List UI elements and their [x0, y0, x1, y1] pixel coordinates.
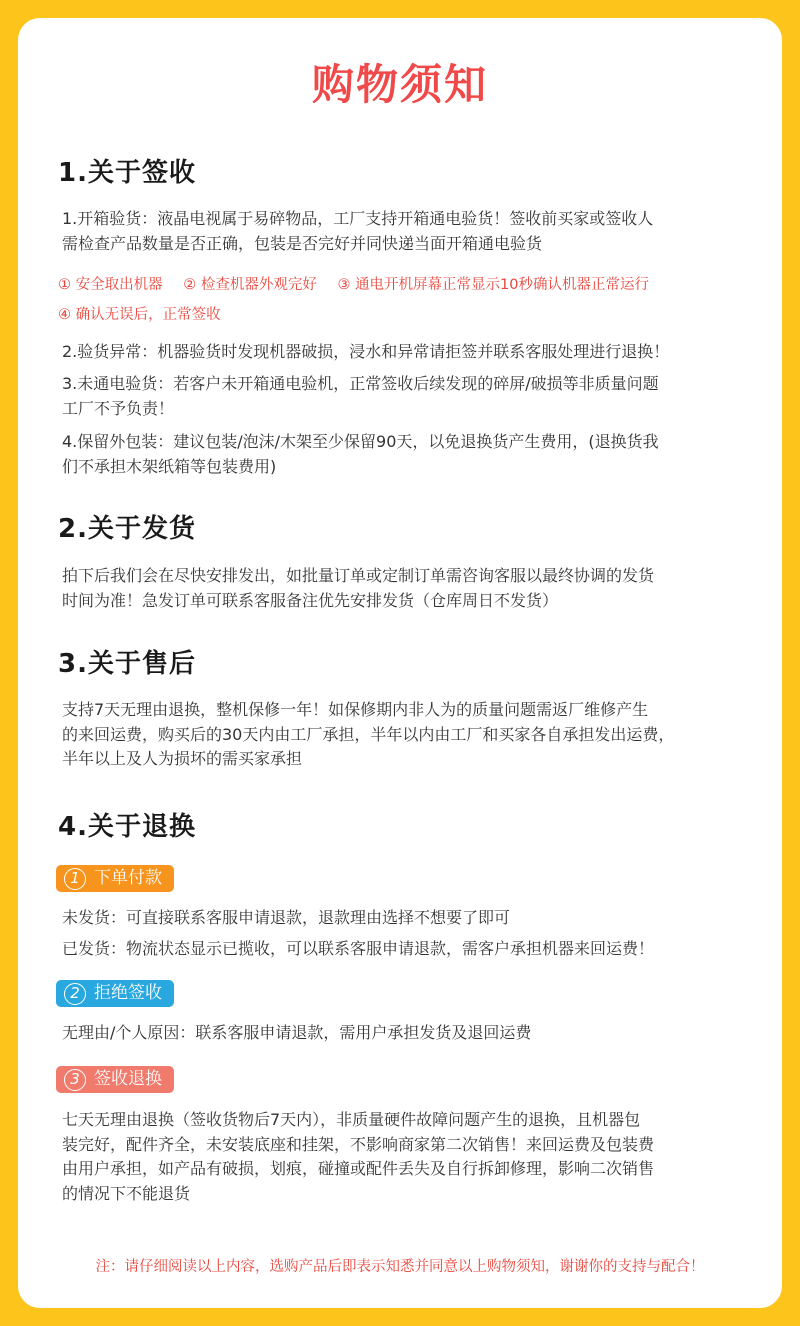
text-line: 未发货：可直接联系客服申请退款，退款理由选择不想要了即可 [62, 908, 511, 927]
section-title-returns: 4.关于退换 [58, 812, 196, 842]
tag-order-payment [56, 865, 174, 892]
text-line: 由用户承担，如产品有破损，划痕，碰撞或配件丢失及自行拆卸修理，影响二次销售 [62, 1159, 655, 1178]
text-line: 时间为准！急发订单可联系客服备注优先安排发货（仓库周日不发货） [62, 590, 559, 610]
text-line: 2.验货异常：机器验货时发现机器破损，浸水和异常请拒签并联系客服处理进行退换！ [62, 342, 670, 361]
tag-number: 3 [64, 1069, 86, 1091]
text-line: 3.未通电验货：若客户未开箱通电验机，正常签收后续发现的碎屏/破损等非质量问题 [62, 374, 659, 393]
text-line: 支持7天无理由退换，整机保修一年！如保修期内非人为的质量问题需返厂维修产生 [62, 700, 649, 719]
section-title-aftersale: 3.关于售后 [58, 649, 196, 679]
text-line: 需检查产品数量是否正确，包装是否完好并同快递当面开箱通电验货 [62, 233, 543, 253]
text-line: 已发货：物流状态显示已揽收，可以联系客服申请退款，需客户承担机器来回运费！ [62, 938, 655, 958]
returns-paragraph-1 [62, 906, 762, 961]
section-title-signing: 1.关于签收 [58, 158, 196, 188]
signing-steps-row-2 [58, 303, 237, 324]
step-item: ② 检查机器外观完好 [183, 277, 317, 293]
text-line: 拍下后我们会在尽快安排发出，如批量订单或定制订单需咨询客服以最终协调的发货 [62, 566, 655, 585]
text-line: 七天无理由退换（签收货物后7天内），非质量硬件故障问题产生的退换，且机器包 [62, 1110, 641, 1129]
text-line: 4.保留外包装：建议包装/泡沫/木架至少保留90天，以免退换货产生费用，(退换货我 [62, 432, 659, 451]
tag-sign-return [56, 1066, 174, 1093]
text-line: 半年以上及人为损坏的需买家承担 [62, 749, 303, 768]
signing-steps-row-1 [58, 273, 665, 294]
tag-number: 1 [64, 868, 86, 890]
text-line: 的来回运费，购买后的30天内由工厂承担，半年以内由工厂和买家各自承担发出运费， [62, 724, 675, 744]
tag-refuse-signing [56, 980, 174, 1007]
text-line: 的情况下不能退货 [62, 1183, 191, 1203]
text-line: 们不承担木架纸箱等包装费用) [62, 456, 277, 476]
aftersale-paragraph [62, 698, 762, 772]
tag-label: 下单付款 [94, 868, 162, 888]
step-item: ① 安全取出机器 [58, 277, 163, 293]
section-title-shipping: 2.关于发货 [58, 514, 196, 544]
page-title: 购物须知 [311, 60, 488, 109]
signing-paragraph-2 [62, 340, 762, 365]
tag-number: 2 [64, 983, 86, 1005]
step-item: ④ 确认无误后，正常签收 [58, 307, 221, 323]
signing-paragraph-4 [62, 430, 762, 479]
returns-paragraph-2 [62, 1021, 762, 1046]
shipping-paragraph [62, 564, 762, 613]
text-line: 无理由/个人原因：联系客服申请退款，需用户承担发货及退回运费 [62, 1023, 532, 1042]
signing-paragraph-1 [62, 207, 762, 256]
footer-note: 注：请仔细阅读以上内容，选购产品后即表示知悉并同意以上购物须知，谢谢你的支持与配合！ [95, 1259, 705, 1275]
step-item: ③ 通电开机屏幕正常显示10秒确认机器正常运行 [337, 277, 649, 293]
tag-label: 拒绝签收 [94, 983, 162, 1003]
text-line: 1.开箱验货：液晶电视属于易碎物品，工厂支持开箱通电验货！签收前买家或签收人 [62, 209, 654, 228]
tag-label: 签收退换 [94, 1069, 162, 1089]
returns-paragraph-3 [62, 1108, 762, 1206]
signing-paragraph-3 [62, 372, 762, 421]
text-line: 装完好，配件齐全，未安装底座和挂架，不影响商家第二次销售！来回运费及包装费 [62, 1134, 655, 1154]
text-line: 工厂不予负责！ [62, 398, 175, 418]
